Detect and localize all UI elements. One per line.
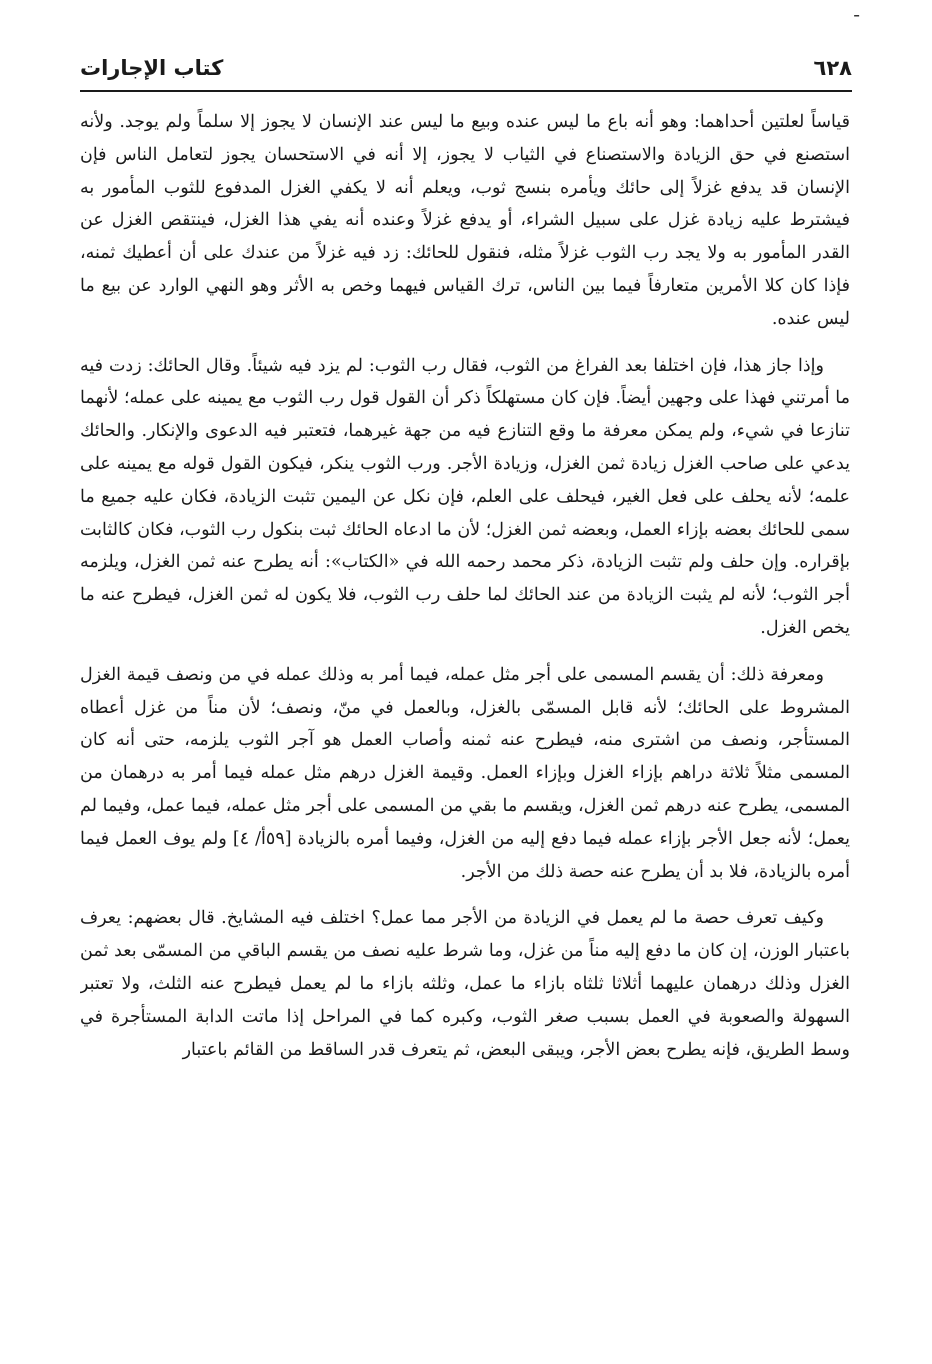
corner-mark: -	[853, 2, 860, 26]
paragraph-3: ومعرفة ذلك: أن يقسم المسمى على أجر مثل عمله، فيما أمر به وذلك عمله في من ونصف قيمة الغزل المشروط على الحائك؛ لأنه قابل المسمّى بالغزل، وبالعمل في منّ، ونصف؛ لأن مناً من غزل أعطاه المستأجر، ونصف من اشترى منه، فيطرح عنه ثمنه وأصاب العمل هو آجر الثوب يلزمه، حتى أنه كان المسمى مثلاً ثلاثة دراهم بإزاء الغزل وبإزاء العمل. وقيمة الغزل درهم مثل عمله فيما أمر به درهمان من المسمى، يطرح عنه درهم ثمن الغزل، ويقسم ما بقي من المسمى على أجر مثل عمله، فيما عمل، وفيما لم يعمل؛ لأنه جعل الأجر بإزاء عمله فيما دفع إليه من الغزل، وفيما أمره بالزيادة [٥٩أ/ ٤] ولم يوف العمل فيما أمره بالزيادة، فلا بد أن يطرح عنه حصة ذلك من الأجر.	[80, 664, 850, 882]
page-header	[80, 48, 852, 88]
paragraph-4: وكيف تعرف حصة ما لم يعمل في الزيادة من الأجر مما عمل؟ اختلف فيه المشايخ. قال بعضهم: يعرف باعتبار الوزن، إن كان ما دفع إليه مناً من غزل، وما شرط عليه نصف من يقسم الباقي من المسمّى بعد ثمن الغزل وذلك درهمان عليهما أثلاثا ثلثاه بازاء ما عمل، وثلثه بازاء ما لم يعمل فيطرح عنه الثلث، ولا تعتبر السهولة والصعوبة في العمل بسبب صغر الثوب، وكبره كما في المراحل إذا ماتت الدابة المستأجرة في وسط الطريق، فإنه يطرح بعض الأجر، ويبقى البعض، ثم يتعرف قدر الساقط من القائم باعتبار	[80, 908, 850, 1060]
paragraph-2: وإذا جاز هذا، فإن اختلفا بعد الفراغ من الثوب، فقال رب الثوب: لم يزد فيه شيئاً. وقال الحائك: زدت فيه ما أمرتني فهذا على وجهين أيضاً. فإن كان مستهلكاً ذكر أن القول قول رب الثوب مع يمينه على عمله؛ لأنهما تنازعا في شيء، ولم يمكن معرفة ما وقع التنازع فيه من جهة غيرهما، فتعتبر فيه الدعوى والإنكار. والحائك يدعي على صاحب الغزل زيادة ثمن الغزل، وزيادة الأجر. ورب الثوب ينكر، فيكون القول قوله مع يمينه على علمه؛ لأنه يحلف على فعل الغير، فيحلف على العلم، فإن نكل عن اليمين تثبت الزيادة، فكان عليه جميع ما سمى للحائك بعضه بإزاء العمل، وبعضه ثمن الغزل؛ لأن ما ادعاه الحائك ثبت بنكول رب الثوب، فكان كالثابت بإقراره. وإن حلف ولم تثبت الزيادة، ذكر محمد رحمه الله في «الكتاب»: أنه يطرح عنه ثمن الغزل، ويلزمه أجر الثوب؛ لأنه لم يثبت الزيادة من عند الحائك لما حلف رب الثوب، فلا يكون له ثمن الغزل، فيطرح عنه ما يخص الغزل.	[80, 355, 850, 638]
book-title: كتاب الإجارات	[80, 56, 224, 80]
paragraph-1: قياساً لعلتين أحداهما: وهو أنه باع ما ليس عنده وبيع ما ليس عند الإنسان لا يجوز إلا سلماً ولم يوجد. ولأنه استصنع في حق الزيادة والاستصناع في الثياب لا يجوز، إلا أنه في الاستحسان يجوز لتعامل الناس فإن الإنسان قد يدفع غزلاً إلى حائك ويأمره بنسج ثوب، ويعلم أنه لا يكفي الغزل المدفوع للثوب المأمور به فيشترط عليه زيادة غزل على سبيل الشراء، أو يدفع غزلاً وعنده أنه يفي هذا الغزل، فينتقص الغزل عن القدر المأمور به ولا يجد رب الثوب غزلاً مثله، فنقول للحائك: زد فيه غزلاً من عندك على أن أعطيك ثمنه، فإذا كان كلا الأمرين متعارفاً فيما بين الناس، ترك القياس فيهما وخص به الأثر وهو النهي الوارد عن بيع ما ليس عنده.	[80, 112, 850, 329]
page-body	[80, 106, 850, 1354]
header-rule	[80, 90, 852, 92]
page-number: ٦٢٨	[813, 56, 852, 80]
